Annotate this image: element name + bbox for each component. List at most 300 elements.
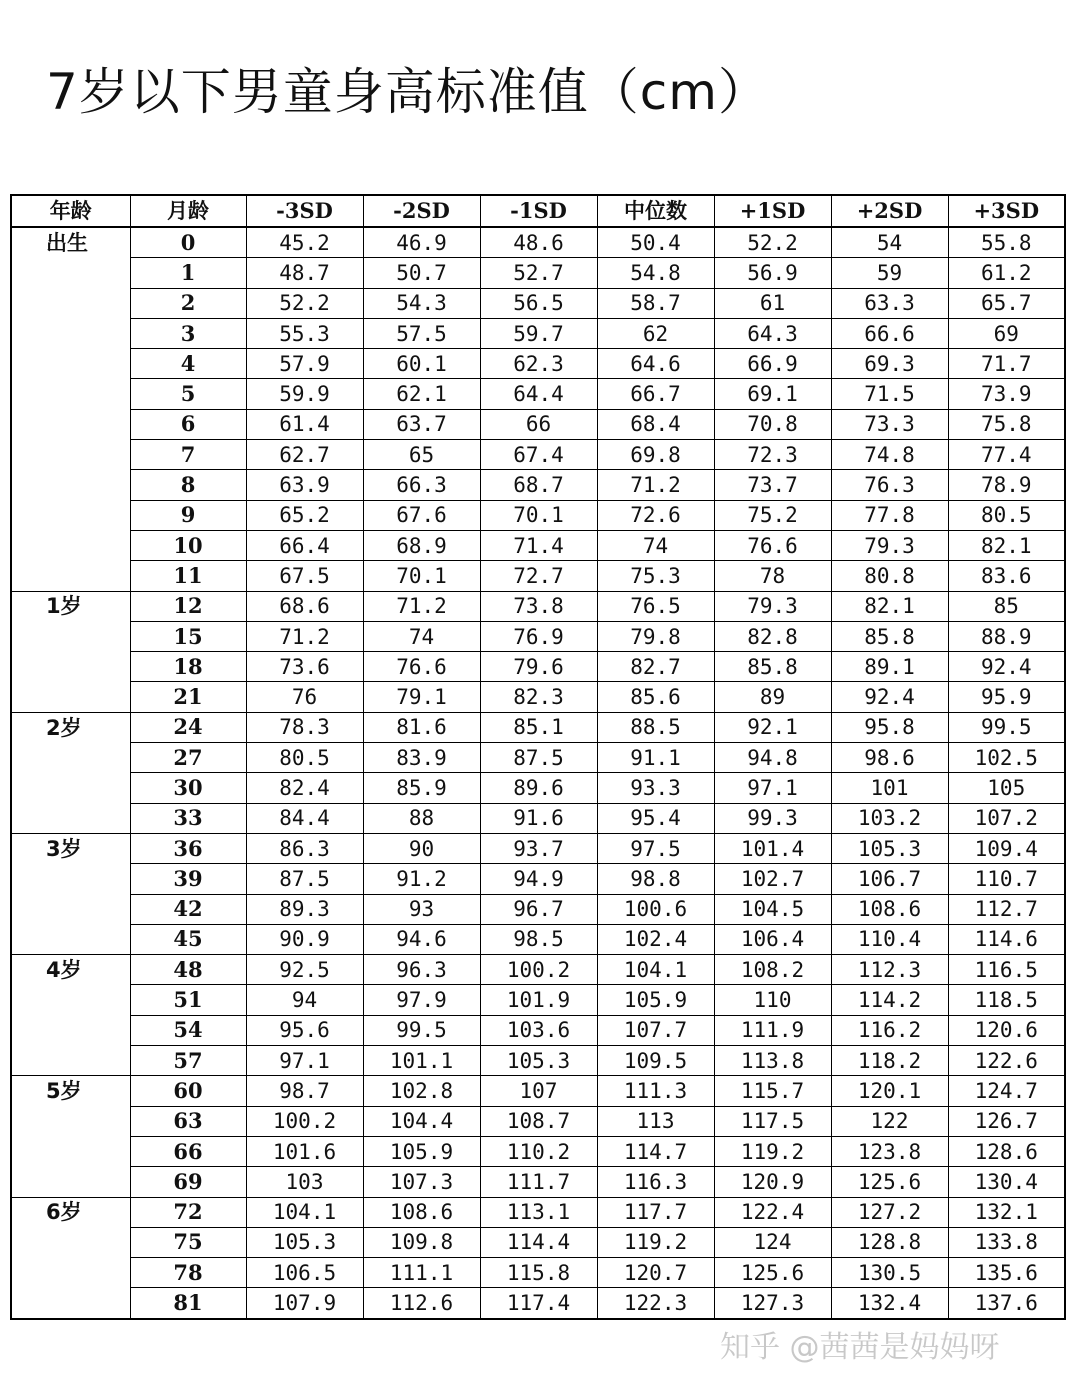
value-cell: 125.6 bbox=[714, 1258, 831, 1288]
value-cell: 104.1 bbox=[246, 1197, 363, 1227]
value-cell: 96.3 bbox=[363, 955, 480, 985]
month-cell: 18 bbox=[130, 652, 246, 682]
age-cell bbox=[11, 530, 130, 560]
value-cell: 117.5 bbox=[714, 1106, 831, 1136]
age-cell bbox=[11, 470, 130, 500]
value-cell: 105.3 bbox=[480, 1046, 597, 1076]
value-cell: 120.6 bbox=[948, 1015, 1065, 1045]
value-cell: 68.7 bbox=[480, 470, 597, 500]
value-cell: 54.3 bbox=[363, 288, 480, 318]
value-cell: 68.6 bbox=[246, 591, 363, 621]
month-cell: 39 bbox=[130, 864, 246, 894]
value-cell: 85.9 bbox=[363, 773, 480, 803]
value-cell: 120.7 bbox=[597, 1258, 714, 1288]
value-cell: 120.1 bbox=[831, 1076, 948, 1106]
value-cell: 102.7 bbox=[714, 864, 831, 894]
value-cell: 94.9 bbox=[480, 864, 597, 894]
value-cell: 76 bbox=[246, 682, 363, 712]
month-cell: 15 bbox=[130, 621, 246, 651]
age-cell bbox=[11, 379, 130, 409]
month-cell: 9 bbox=[130, 500, 246, 530]
value-cell: 57.5 bbox=[363, 318, 480, 348]
value-cell: 107.7 bbox=[597, 1015, 714, 1045]
value-cell: 61.4 bbox=[246, 409, 363, 439]
table-row bbox=[11, 1227, 1065, 1257]
value-cell: 122.3 bbox=[597, 1288, 714, 1319]
value-cell: 94.8 bbox=[714, 743, 831, 773]
value-cell: 60.1 bbox=[363, 349, 480, 379]
table-row bbox=[11, 470, 1065, 500]
value-cell: 78.3 bbox=[246, 712, 363, 742]
value-cell: 106.4 bbox=[714, 924, 831, 954]
value-cell: 110.2 bbox=[480, 1136, 597, 1166]
age-cell bbox=[11, 743, 130, 773]
value-cell: 126.7 bbox=[948, 1106, 1065, 1136]
month-cell: 0 bbox=[130, 227, 246, 258]
value-cell: 65.2 bbox=[246, 500, 363, 530]
value-cell: 55.3 bbox=[246, 318, 363, 348]
value-cell: 68.4 bbox=[597, 409, 714, 439]
table-row bbox=[11, 1046, 1065, 1076]
table-row bbox=[11, 561, 1065, 591]
table-row bbox=[11, 591, 1065, 621]
value-cell: 82.1 bbox=[948, 530, 1065, 560]
age-cell bbox=[11, 318, 130, 348]
month-cell: 2 bbox=[130, 288, 246, 318]
value-cell: 105 bbox=[948, 773, 1065, 803]
table-row bbox=[11, 864, 1065, 894]
value-cell: 95.9 bbox=[948, 682, 1065, 712]
table-row bbox=[11, 440, 1065, 470]
value-cell: 69.8 bbox=[597, 440, 714, 470]
value-cell: 98.5 bbox=[480, 924, 597, 954]
month-cell: 11 bbox=[130, 561, 246, 591]
value-cell: 114.4 bbox=[480, 1227, 597, 1257]
value-cell: 73.9 bbox=[948, 379, 1065, 409]
value-cell: 90.9 bbox=[246, 924, 363, 954]
value-cell: 62.1 bbox=[363, 379, 480, 409]
value-cell: 132.1 bbox=[948, 1197, 1065, 1227]
value-cell: 66.9 bbox=[714, 349, 831, 379]
value-cell: 66 bbox=[480, 409, 597, 439]
value-cell: 122.6 bbox=[948, 1046, 1065, 1076]
value-cell: 63.3 bbox=[831, 288, 948, 318]
value-cell: 65 bbox=[363, 440, 480, 470]
value-cell: 83.9 bbox=[363, 743, 480, 773]
value-cell: 66.4 bbox=[246, 530, 363, 560]
value-cell: 89.3 bbox=[246, 894, 363, 924]
watermark: 知乎 @茜茜是妈妈呀 bbox=[720, 1330, 1000, 1365]
month-cell: 7 bbox=[130, 440, 246, 470]
value-cell: 62 bbox=[597, 318, 714, 348]
table-row bbox=[11, 1015, 1065, 1045]
value-cell: 71.7 bbox=[948, 349, 1065, 379]
month-cell: 69 bbox=[130, 1167, 246, 1197]
value-cell: 109.5 bbox=[597, 1046, 714, 1076]
table-row bbox=[11, 288, 1065, 318]
age-cell bbox=[11, 894, 130, 924]
value-cell: 63.7 bbox=[363, 409, 480, 439]
month-cell: 45 bbox=[130, 924, 246, 954]
value-cell: 103 bbox=[246, 1167, 363, 1197]
age-cell bbox=[11, 1227, 130, 1257]
value-cell: 124.7 bbox=[948, 1076, 1065, 1106]
table-row bbox=[11, 712, 1065, 742]
value-cell: 89.1 bbox=[831, 652, 948, 682]
value-cell: 95.4 bbox=[597, 803, 714, 833]
value-cell: 95.6 bbox=[246, 1015, 363, 1045]
age-cell: 3岁 bbox=[11, 833, 130, 863]
value-cell: 102.5 bbox=[948, 743, 1065, 773]
value-cell: 123.8 bbox=[831, 1136, 948, 1166]
month-cell: 66 bbox=[130, 1136, 246, 1166]
value-cell: 116.2 bbox=[831, 1015, 948, 1045]
value-cell: 107 bbox=[480, 1076, 597, 1106]
value-cell: 122.4 bbox=[714, 1197, 831, 1227]
value-cell: 92.5 bbox=[246, 955, 363, 985]
value-cell: 81.6 bbox=[363, 712, 480, 742]
value-cell: 101.1 bbox=[363, 1046, 480, 1076]
month-cell: 48 bbox=[130, 955, 246, 985]
value-cell: 93.7 bbox=[480, 833, 597, 863]
table-row bbox=[11, 409, 1065, 439]
value-cell: 111.1 bbox=[363, 1258, 480, 1288]
table-row bbox=[11, 318, 1065, 348]
value-cell: 106.7 bbox=[831, 864, 948, 894]
value-cell: 64.6 bbox=[597, 349, 714, 379]
value-cell: 85.1 bbox=[480, 712, 597, 742]
value-cell: 46.9 bbox=[363, 227, 480, 258]
value-cell: 70.8 bbox=[714, 409, 831, 439]
month-cell: 54 bbox=[130, 1015, 246, 1045]
value-cell: 130.4 bbox=[948, 1167, 1065, 1197]
value-cell: 73.6 bbox=[246, 652, 363, 682]
value-cell: 71.2 bbox=[597, 470, 714, 500]
value-cell: 91.6 bbox=[480, 803, 597, 833]
table-row bbox=[11, 924, 1065, 954]
age-cell bbox=[11, 864, 130, 894]
month-cell: 8 bbox=[130, 470, 246, 500]
column-header: +2SD bbox=[831, 195, 948, 227]
value-cell: 59 bbox=[831, 258, 948, 288]
age-cell: 1岁 bbox=[11, 591, 130, 621]
value-cell: 107.9 bbox=[246, 1288, 363, 1319]
value-cell: 89 bbox=[714, 682, 831, 712]
age-cell bbox=[11, 1106, 130, 1136]
table-row bbox=[11, 258, 1065, 288]
value-cell: 69.3 bbox=[831, 349, 948, 379]
value-cell: 133.8 bbox=[948, 1227, 1065, 1257]
age-cell bbox=[11, 1258, 130, 1288]
value-cell: 105.9 bbox=[363, 1136, 480, 1166]
value-cell: 59.7 bbox=[480, 318, 597, 348]
age-cell bbox=[11, 1288, 130, 1319]
value-cell: 97.9 bbox=[363, 985, 480, 1015]
table-row bbox=[11, 500, 1065, 530]
value-cell: 58.7 bbox=[597, 288, 714, 318]
value-cell: 80.5 bbox=[948, 500, 1065, 530]
value-cell: 104.4 bbox=[363, 1106, 480, 1136]
age-cell bbox=[11, 1136, 130, 1166]
age-cell bbox=[11, 1167, 130, 1197]
table-row bbox=[11, 894, 1065, 924]
age-cell: 4岁 bbox=[11, 955, 130, 985]
value-cell: 116.3 bbox=[597, 1167, 714, 1197]
value-cell: 94.6 bbox=[363, 924, 480, 954]
value-cell: 66.7 bbox=[597, 379, 714, 409]
table-row bbox=[11, 621, 1065, 651]
value-cell: 85 bbox=[948, 591, 1065, 621]
month-cell: 81 bbox=[130, 1288, 246, 1319]
value-cell: 85.6 bbox=[597, 682, 714, 712]
value-cell: 76.6 bbox=[714, 530, 831, 560]
value-cell: 72.3 bbox=[714, 440, 831, 470]
table-row bbox=[11, 833, 1065, 863]
value-cell: 71.4 bbox=[480, 530, 597, 560]
value-cell: 79.3 bbox=[831, 530, 948, 560]
month-cell: 6 bbox=[130, 409, 246, 439]
value-cell: 127.2 bbox=[831, 1197, 948, 1227]
value-cell: 80.8 bbox=[831, 561, 948, 591]
value-cell: 54 bbox=[831, 227, 948, 258]
value-cell: 101.6 bbox=[246, 1136, 363, 1166]
month-cell: 60 bbox=[130, 1076, 246, 1106]
age-cell: 出生 bbox=[11, 227, 130, 258]
value-cell: 115.8 bbox=[480, 1258, 597, 1288]
month-cell: 42 bbox=[130, 894, 246, 924]
value-cell: 68.9 bbox=[363, 530, 480, 560]
value-cell: 137.6 bbox=[948, 1288, 1065, 1319]
value-cell: 74 bbox=[363, 621, 480, 651]
value-cell: 111.7 bbox=[480, 1167, 597, 1197]
column-header: -1SD bbox=[480, 195, 597, 227]
value-cell: 114.7 bbox=[597, 1136, 714, 1166]
table-row bbox=[11, 1076, 1065, 1106]
value-cell: 79.3 bbox=[714, 591, 831, 621]
value-cell: 113.1 bbox=[480, 1197, 597, 1227]
value-cell: 56.5 bbox=[480, 288, 597, 318]
value-cell: 93 bbox=[363, 894, 480, 924]
month-cell: 63 bbox=[130, 1106, 246, 1136]
table-row bbox=[11, 1258, 1065, 1288]
month-cell: 5 bbox=[130, 379, 246, 409]
value-cell: 85.8 bbox=[831, 621, 948, 651]
value-cell: 108.6 bbox=[831, 894, 948, 924]
value-cell: 66.3 bbox=[363, 470, 480, 500]
value-cell: 109.4 bbox=[948, 833, 1065, 863]
value-cell: 61 bbox=[714, 288, 831, 318]
value-cell: 97.1 bbox=[714, 773, 831, 803]
value-cell: 92.4 bbox=[831, 682, 948, 712]
value-cell: 130.5 bbox=[831, 1258, 948, 1288]
value-cell: 70.1 bbox=[480, 500, 597, 530]
value-cell: 105.3 bbox=[831, 833, 948, 863]
column-header: 月龄 bbox=[130, 195, 246, 227]
value-cell: 135.6 bbox=[948, 1258, 1065, 1288]
month-cell: 10 bbox=[130, 530, 246, 560]
month-cell: 33 bbox=[130, 803, 246, 833]
value-cell: 108.2 bbox=[714, 955, 831, 985]
table-row bbox=[11, 530, 1065, 560]
age-cell bbox=[11, 258, 130, 288]
value-cell: 110.4 bbox=[831, 924, 948, 954]
value-cell: 91.2 bbox=[363, 864, 480, 894]
value-cell: 62.3 bbox=[480, 349, 597, 379]
value-cell: 100.6 bbox=[597, 894, 714, 924]
value-cell: 86.3 bbox=[246, 833, 363, 863]
value-cell: 119.2 bbox=[597, 1227, 714, 1257]
value-cell: 57.9 bbox=[246, 349, 363, 379]
age-cell bbox=[11, 803, 130, 833]
table-row bbox=[11, 1136, 1065, 1166]
column-header: +3SD bbox=[948, 195, 1065, 227]
value-cell: 114.2 bbox=[831, 985, 948, 1015]
value-cell: 76.3 bbox=[831, 470, 948, 500]
value-cell: 98.6 bbox=[831, 743, 948, 773]
value-cell: 101.9 bbox=[480, 985, 597, 1015]
value-cell: 83.6 bbox=[948, 561, 1065, 591]
value-cell: 75.3 bbox=[597, 561, 714, 591]
value-cell: 69.1 bbox=[714, 379, 831, 409]
value-cell: 84.4 bbox=[246, 803, 363, 833]
month-cell: 75 bbox=[130, 1227, 246, 1257]
value-cell: 125.6 bbox=[831, 1167, 948, 1197]
value-cell: 96.7 bbox=[480, 894, 597, 924]
value-cell: 52.7 bbox=[480, 258, 597, 288]
age-cell: 2岁 bbox=[11, 712, 130, 742]
value-cell: 88 bbox=[363, 803, 480, 833]
month-cell: 4 bbox=[130, 349, 246, 379]
age-cell bbox=[11, 500, 130, 530]
value-cell: 56.9 bbox=[714, 258, 831, 288]
value-cell: 48.6 bbox=[480, 227, 597, 258]
table-row bbox=[11, 1197, 1065, 1227]
month-cell: 51 bbox=[130, 985, 246, 1015]
value-cell: 63.9 bbox=[246, 470, 363, 500]
value-cell: 92.1 bbox=[714, 712, 831, 742]
value-cell: 127.3 bbox=[714, 1288, 831, 1319]
value-cell: 87.5 bbox=[480, 743, 597, 773]
value-cell: 111.9 bbox=[714, 1015, 831, 1045]
value-cell: 118.5 bbox=[948, 985, 1065, 1015]
value-cell: 93.3 bbox=[597, 773, 714, 803]
value-cell: 132.4 bbox=[831, 1288, 948, 1319]
age-cell bbox=[11, 773, 130, 803]
month-cell: 78 bbox=[130, 1258, 246, 1288]
value-cell: 50.4 bbox=[597, 227, 714, 258]
value-cell: 71.5 bbox=[831, 379, 948, 409]
value-cell: 59.9 bbox=[246, 379, 363, 409]
month-cell: 12 bbox=[130, 591, 246, 621]
column-header: -2SD bbox=[363, 195, 480, 227]
age-cell bbox=[11, 288, 130, 318]
age-cell bbox=[11, 349, 130, 379]
column-header: +1SD bbox=[714, 195, 831, 227]
value-cell: 108.7 bbox=[480, 1106, 597, 1136]
height-standard-table bbox=[10, 194, 1066, 1320]
month-cell: 30 bbox=[130, 773, 246, 803]
value-cell: 102.4 bbox=[597, 924, 714, 954]
table-row bbox=[11, 379, 1065, 409]
age-cell bbox=[11, 1015, 130, 1045]
value-cell: 72.6 bbox=[597, 500, 714, 530]
value-cell: 92.4 bbox=[948, 652, 1065, 682]
value-cell: 71.2 bbox=[246, 621, 363, 651]
value-cell: 54.8 bbox=[597, 258, 714, 288]
value-cell: 88.9 bbox=[948, 621, 1065, 651]
value-cell: 88.5 bbox=[597, 712, 714, 742]
value-cell: 115.7 bbox=[714, 1076, 831, 1106]
value-cell: 74.8 bbox=[831, 440, 948, 470]
age-cell bbox=[11, 924, 130, 954]
value-cell: 103.2 bbox=[831, 803, 948, 833]
age-cell bbox=[11, 682, 130, 712]
value-cell: 55.8 bbox=[948, 227, 1065, 258]
value-cell: 122 bbox=[831, 1106, 948, 1136]
value-cell: 69 bbox=[948, 318, 1065, 348]
table-row bbox=[11, 1288, 1065, 1319]
table-row bbox=[11, 227, 1065, 258]
value-cell: 77.4 bbox=[948, 440, 1065, 470]
value-cell: 90 bbox=[363, 833, 480, 863]
value-cell: 119.2 bbox=[714, 1136, 831, 1166]
value-cell: 66.6 bbox=[831, 318, 948, 348]
value-cell: 109.8 bbox=[363, 1227, 480, 1257]
column-header: 中位数 bbox=[597, 195, 714, 227]
value-cell: 124 bbox=[714, 1227, 831, 1257]
value-cell: 107.3 bbox=[363, 1167, 480, 1197]
value-cell: 101.4 bbox=[714, 833, 831, 863]
value-cell: 99.5 bbox=[363, 1015, 480, 1045]
value-cell: 82.8 bbox=[714, 621, 831, 651]
month-cell: 1 bbox=[130, 258, 246, 288]
value-cell: 117.4 bbox=[480, 1288, 597, 1319]
value-cell: 78 bbox=[714, 561, 831, 591]
value-cell: 82.1 bbox=[831, 591, 948, 621]
value-cell: 100.2 bbox=[246, 1106, 363, 1136]
age-cell bbox=[11, 652, 130, 682]
value-cell: 89.6 bbox=[480, 773, 597, 803]
page-title: 7岁以下男童身高标准值（cm） bbox=[46, 63, 770, 121]
value-cell: 80.5 bbox=[246, 743, 363, 773]
table-header-row bbox=[11, 195, 1065, 227]
value-cell: 72.7 bbox=[480, 561, 597, 591]
value-cell: 79.1 bbox=[363, 682, 480, 712]
value-cell: 97.1 bbox=[246, 1046, 363, 1076]
table-row bbox=[11, 803, 1065, 833]
age-cell bbox=[11, 440, 130, 470]
value-cell: 105.9 bbox=[597, 985, 714, 1015]
month-cell: 21 bbox=[130, 682, 246, 712]
table-row bbox=[11, 743, 1065, 773]
age-cell: 6岁 bbox=[11, 1197, 130, 1227]
value-cell: 108.6 bbox=[363, 1197, 480, 1227]
value-cell: 75.2 bbox=[714, 500, 831, 530]
value-cell: 71.2 bbox=[363, 591, 480, 621]
value-cell: 116.5 bbox=[948, 955, 1065, 985]
value-cell: 75.8 bbox=[948, 409, 1065, 439]
value-cell: 78.9 bbox=[948, 470, 1065, 500]
value-cell: 61.2 bbox=[948, 258, 1065, 288]
value-cell: 62.7 bbox=[246, 440, 363, 470]
value-cell: 101 bbox=[831, 773, 948, 803]
table-row bbox=[11, 682, 1065, 712]
value-cell: 103.6 bbox=[480, 1015, 597, 1045]
value-cell: 110.7 bbox=[948, 864, 1065, 894]
value-cell: 52.2 bbox=[246, 288, 363, 318]
value-cell: 104.1 bbox=[597, 955, 714, 985]
value-cell: 113 bbox=[597, 1106, 714, 1136]
